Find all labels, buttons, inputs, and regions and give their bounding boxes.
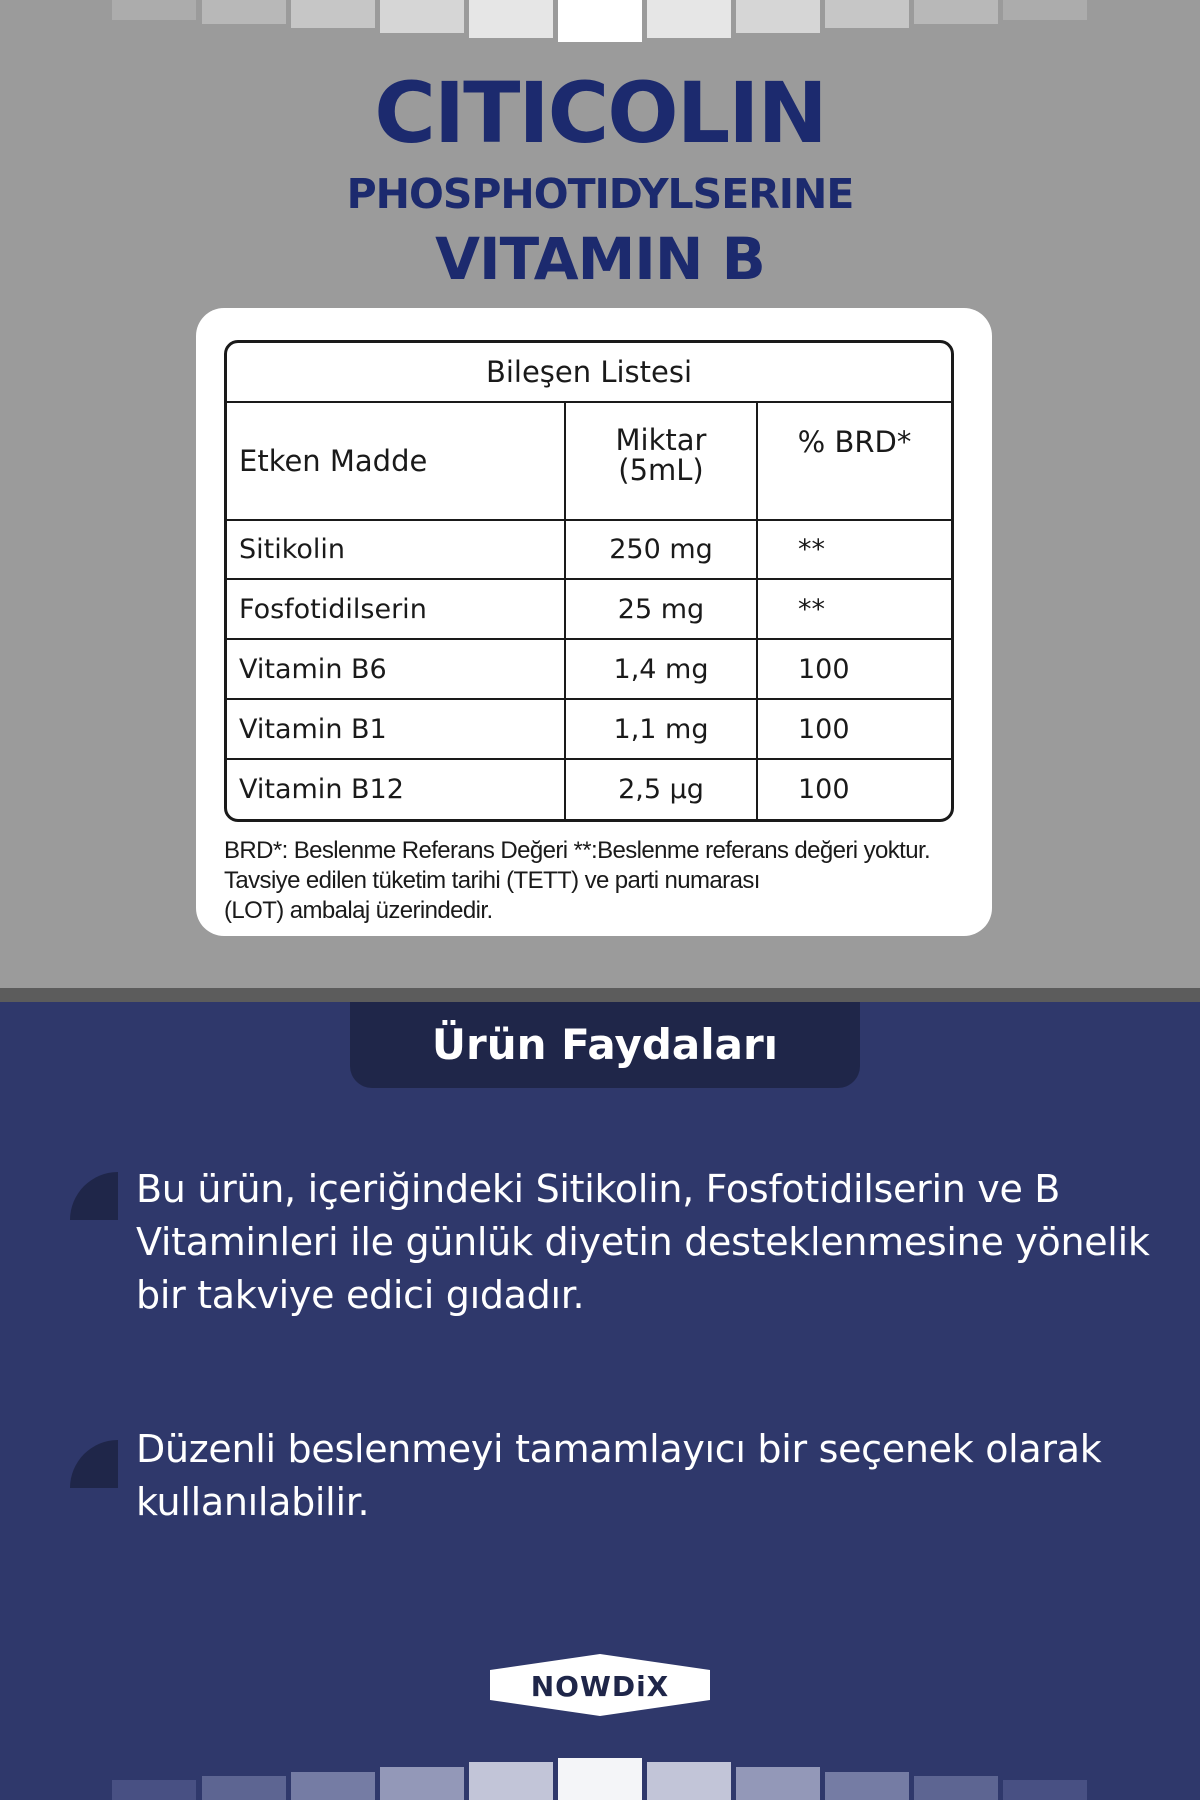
cell-brd: ** — [757, 579, 951, 639]
cell-name: Fosfotidilserin — [227, 579, 565, 639]
benefit-item: Bu ürün, içeriğindeki Sitikolin, Fosfotidilserin ve B Vitaminleri ile günlük diyetin desteklenmesine yönelik bir takviye edici gıdadır. — [136, 1167, 1150, 1317]
cell-amount: 2,5 µg — [565, 759, 757, 819]
table-header-row — [227, 402, 951, 520]
product-subtitle-2: VITAMIN B — [435, 225, 765, 293]
bullet-quarter-circle-icon — [70, 1440, 118, 1488]
table-row — [227, 579, 951, 639]
section-divider — [0, 988, 1200, 1002]
footnote-line: Tavsiye edilen tüketim tarihi (TETT) ve parti numarası — [224, 867, 760, 894]
decorative-top-tiles — [0, 0, 1200, 44]
cell-brd: 100 — [757, 699, 951, 759]
column-header-amount-line1: Miktar — [615, 422, 707, 457]
cell-brd: 100 — [757, 639, 951, 699]
benefits-heading-tab — [350, 1002, 860, 1088]
cell-name: Vitamin B1 — [227, 699, 565, 759]
table-footnote — [224, 836, 984, 926]
cell-amount: 25 mg — [565, 579, 757, 639]
column-header-amount — [565, 402, 757, 520]
product-title: CITICOLIN — [374, 64, 826, 162]
product-subtitle: PHOSPHOTIDYLSERINE — [346, 170, 854, 218]
benefits-heading: Ürün Faydaları — [431, 1020, 779, 1069]
table-row — [227, 520, 951, 580]
bullet-quarter-circle-icon — [70, 1172, 118, 1220]
cell-brd: 100 — [757, 759, 951, 819]
column-header-brd: % BRD* — [757, 402, 951, 520]
benefit-item: Düzenli beslenmeyi tamamlayıcı bir seçenek olarak kullanılabilir. — [136, 1427, 1102, 1524]
cell-amount: 1,4 mg — [565, 639, 757, 699]
column-header-amount-line2: (5mL) — [618, 453, 704, 488]
ingredients-card — [196, 308, 992, 936]
cell-amount: 250 mg — [565, 520, 757, 580]
cell-name: Sitikolin — [227, 520, 565, 580]
cell-name: Vitamin B12 — [227, 759, 565, 819]
table-row — [227, 639, 951, 699]
brand-logo — [490, 1654, 710, 1716]
cell-amount: 1,1 mg — [565, 699, 757, 759]
table-row — [227, 699, 951, 759]
cell-brd: ** — [757, 520, 951, 580]
ingredients-table — [224, 340, 954, 822]
table-row — [227, 759, 951, 819]
column-header-name: Etken Madde — [227, 402, 565, 520]
footnote-line: BRD*: Beslenme Referans Değeri **:Beslenme referans değeri yoktur. — [224, 837, 931, 864]
footnote-line: (LOT) ambalaj üzerindedir. — [224, 897, 493, 924]
cell-name: Vitamin B6 — [227, 639, 565, 699]
decorative-bottom-tiles — [0, 1756, 1200, 1800]
table-caption: Bileşen Listesi — [227, 343, 951, 402]
logo-text: NOWDiX — [530, 1670, 670, 1703]
